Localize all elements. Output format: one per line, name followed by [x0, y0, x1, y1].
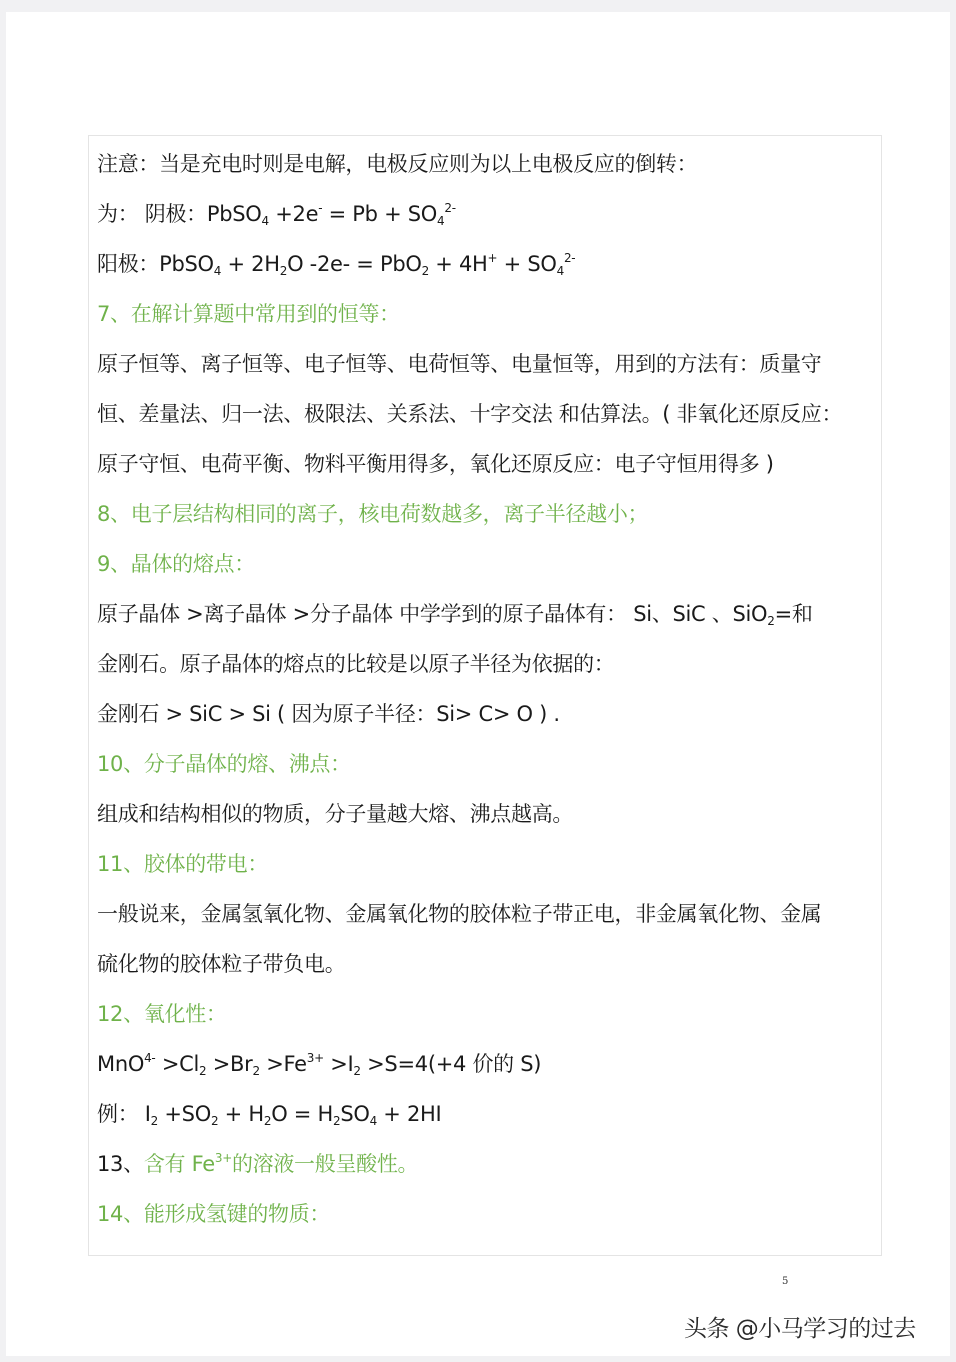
- text-line: 恒、差量法、归一法、极限法、关系法、十字交法 和估算法。( 非氧化还原反应：: [97, 402, 843, 426]
- heading-14: 14、能形成氢键的物质：: [97, 1202, 331, 1226]
- text-line-cathode: 为： 阴极：PbSO$_4$ $+2e^- = Pb + SO_4^{2-}$: [97, 201, 456, 228]
- text-line: 原子恒等、离子恒等、电子恒等、电荷恒等、电量恒等，用到的方法有：质量守: [97, 352, 822, 376]
- text-line-anode: 阳极：PbSO$_4$ + $2H_2O$ $-2e- = PbO_2 + 4H^+ + SO_4^{2-}$: [97, 251, 576, 278]
- content-frame: [88, 135, 882, 1256]
- text-line: 一般说来，金属氢氧化物、金属氧化物的胶体粒子带正电，非金属氧化物、金属: [97, 902, 822, 926]
- heading-13: 13、含有 $Fe^{3+}$的溶液一般呈酸性。: [97, 1151, 419, 1176]
- page-number: 5: [782, 1276, 789, 1287]
- heading-8: 8、电子层结构相同的离子，核电荷数越多，离子半径越小；: [97, 502, 649, 526]
- text-line-note: 注意：当是充电时则是电解，电极反应则为以上电极反应的倒转：: [97, 152, 698, 176]
- heading-10: 10、分子晶体的熔、沸点：: [97, 752, 351, 776]
- text-line: 原子守恒、电荷平衡、物料平衡用得多，氧化还原反应：电子守恒用得多 ): [97, 452, 774, 476]
- text-line-oxidizers: $MnO^{4-} >Cl_2 >Br_2 >Fe^{3+} >I_2 >S=4(+4$ 价的 S): [97, 1051, 542, 1078]
- heading-7: 7、在解计算题中常用到的恒等：: [97, 302, 400, 326]
- document-page: [6, 12, 950, 1356]
- text-line-example: 例： $I_2 +SO_2 + H_2O = H_2SO_4 + 2HI$: [97, 1102, 442, 1128]
- text-line-crystals: 原子晶体 >离子晶体 >分子晶体 中学学到的原子晶体有： Si、SiC 、SiO$_2$=和: [97, 602, 813, 628]
- text-line: 金刚石。原子晶体的熔点的比较是以原子半径为依据的：: [97, 652, 615, 676]
- source-watermark: 头条 @小马学习的过去: [684, 1316, 916, 1342]
- text-line: 硫化物的胶体粒子带负电。: [97, 952, 346, 976]
- text-line: 组成和结构相似的物质，分子量越大熔、沸点越高。: [97, 802, 574, 826]
- heading-9: 9、晶体的熔点：: [97, 552, 255, 576]
- heading-11: 11、胶体的带电：: [97, 852, 269, 876]
- heading-12: 12、氧化性：: [97, 1002, 227, 1026]
- text-line: 金刚石 > SiC > Si ( 因为原子半径：Si> C> O ) .: [97, 702, 560, 726]
